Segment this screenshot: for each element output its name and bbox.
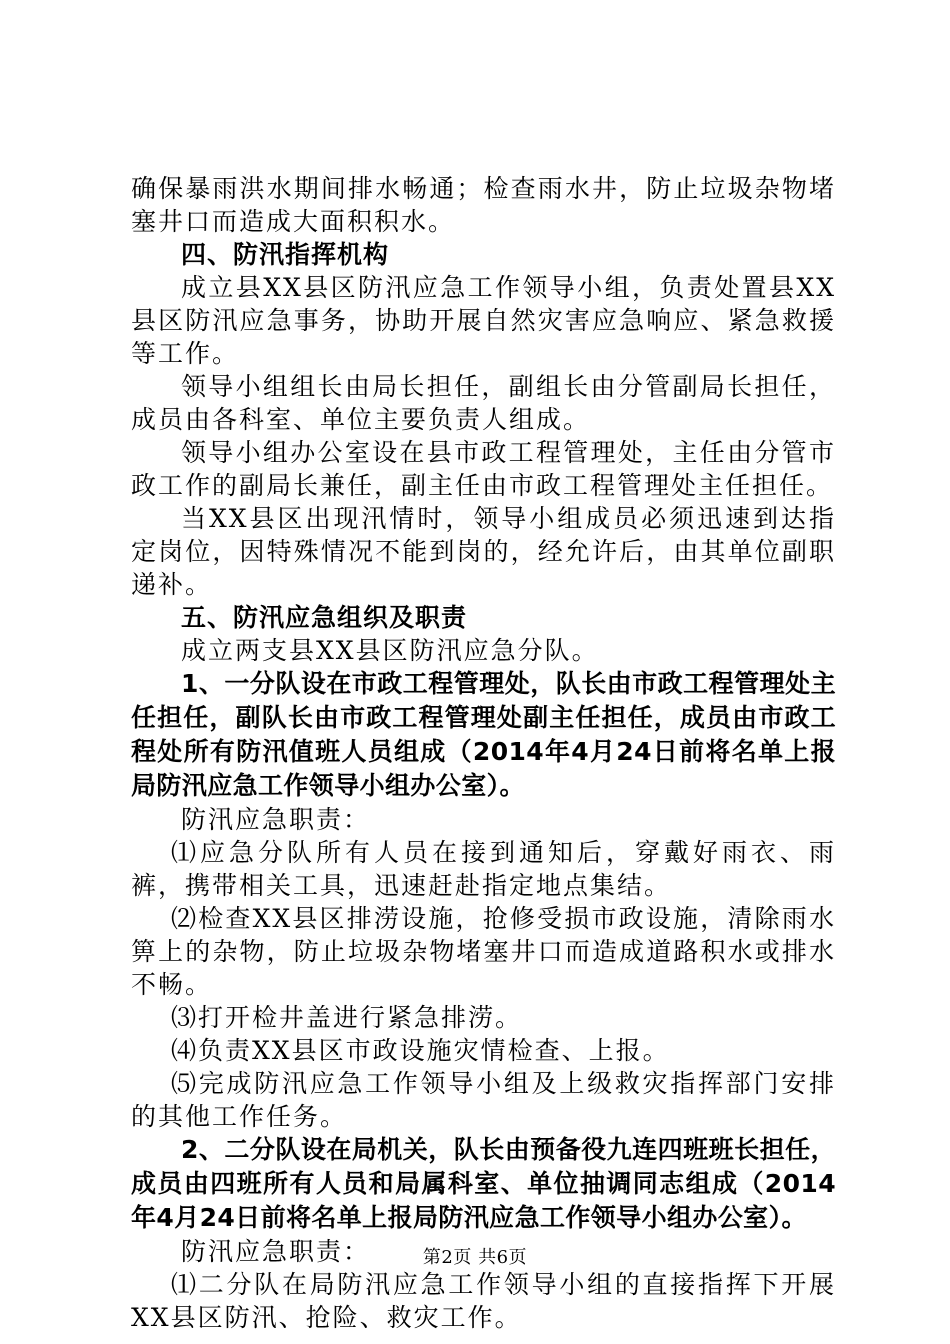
section-heading-command: 四、防汛指挥机构 — [181, 240, 390, 269]
paragraph-group-office: 领导小组办公室设在县市政工程管理处，主任由分管市政工作的副局长兼任，副主任由市政工程管理处主任担任。 — [131, 438, 836, 500]
list-item-duty-2: ⑵检查XX县区排涝设施，抢修受损市政设施，清除雨水箅上的杂物，防止垃圾杂物堵塞井口而造成道路积水或排水不畅。 — [131, 904, 836, 999]
paragraph-leading-group: 成立县XX县区防汛应急工作领导小组，负责处置县XX县区防汛应急事务，协助开展自然灾害应急响应、紧急救援等工作。 — [131, 273, 836, 368]
list-item-duty-5: ⑸完成防汛应急工作领导小组及上级救灾指挥部门安排的其他工作任务。 — [131, 1069, 836, 1131]
paragraph-flood-duty: 当XX县区出现汛情时，领导小组成员必须迅速到达指定岗位，因特殊情况不能到岗的，经允许后，由其单位副职递补。 — [131, 504, 836, 599]
paragraph-two-teams: 成立两支县XX县区防汛应急分队。 — [181, 636, 599, 665]
section-heading-organization: 五、防汛应急组织及职责 — [181, 603, 468, 632]
list-item-duty-4: ⑷负责XX县区市政设施灾情检查、上报。 — [171, 1036, 670, 1065]
paragraph-drainage-continuation: 确保暴雨洪水期间排水畅通；检查雨水井，防止垃圾杂物堵塞井口而造成大面积积水。 — [131, 174, 836, 236]
paragraph-duties-label-one: 防汛应急职责： — [181, 805, 371, 834]
paragraph-team-one: 1、一分队设在市政工程管理处，队长由市政工程管理处主任担任，副队长由市政工程管理处副主任担任，成员由市政工程处所有防汛值班人员组成（2014年4月24日前将名单上报局防汛应急工作领导小组办公室）。 — [131, 669, 836, 800]
document-body — [131, 172, 836, 1334]
paragraph-team-two: 2、二分队设在局机关，队长由预备役九连四班班长担任，成员由四班所有人员和局属科室、单位抽调同志组成（2014年4月24日前将名单上报局防汛应急工作领导小组办公室）。 — [131, 1135, 836, 1232]
page-number-footer: 第2页 共6页 — [422, 1247, 528, 1268]
paragraph-group-members: 领导小组组长由局长担任，副组长由分管副局长担任，成员由各科室、单位主要负责人组成。 — [131, 372, 836, 434]
list-item-duty-1: ⑴应急分队所有人员在接到通知后，穿戴好雨衣、雨裤，携带相关工具，迅速赶赴指定地点集结。 — [131, 838, 836, 900]
paragraph-duties-label-two: 防汛应急职责： — [181, 1237, 371, 1266]
list-item-duty-3: ⑶打开检井盖进行紧急排涝。 — [171, 1003, 523, 1032]
list-item-team-two-duty-1: ⑴二分队在局防汛应急工作领导小组的直接指挥下开展XX县区防汛、抢险、救灾工作。 — [131, 1270, 836, 1332]
